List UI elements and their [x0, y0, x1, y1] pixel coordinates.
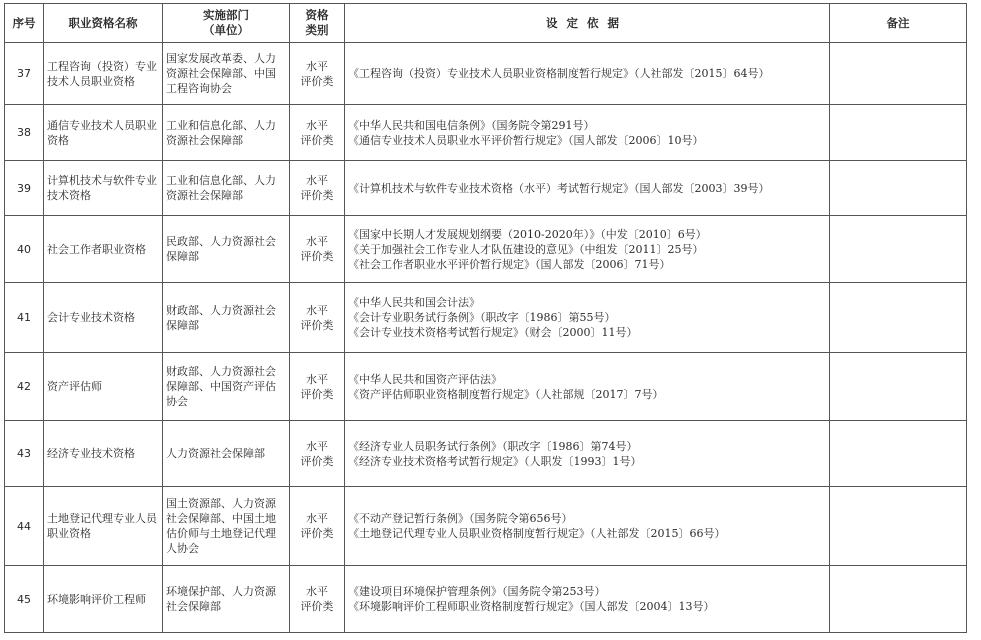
row-basis [345, 161, 830, 216]
row-seq: 37 [5, 43, 44, 105]
basis-line: 《会计专业职务试行条例》（职改字〔1986〕第55号） [348, 311, 616, 324]
row-cat-line1: 水平 [306, 585, 328, 598]
row-basis [345, 105, 830, 161]
table-row [5, 161, 967, 216]
row-dept: 人力资源社会保障部 [163, 421, 290, 487]
row-cat-line1: 水平 [306, 235, 328, 248]
table-row [5, 566, 967, 633]
row-basis [345, 283, 830, 353]
row-cat-line2: 评价类 [300, 454, 334, 468]
table-row [5, 43, 967, 105]
row-note [830, 353, 967, 421]
row-note [830, 216, 967, 283]
row-cat-line2: 评价类 [300, 318, 334, 332]
basis-line: 《土地登记代理专业人员职业资格制度暂行规定》（人社部发〔2015〕66号） [348, 527, 726, 540]
row-note [830, 105, 967, 161]
table-row [5, 105, 967, 161]
row-cat-line2: 评价类 [300, 600, 334, 613]
basis-line: 《工程咨询（投资）专业技术人员职业资格制度暂行规定》（人社部发〔2015〕64号） [348, 67, 770, 80]
row-dept: 国土资源部、人力资源社会保障部、中国土地估价师与土地登记代理人协会 [163, 487, 290, 566]
header-category [290, 4, 345, 43]
row-name: 经济专业技术资格 [44, 421, 163, 487]
row-dept: 民政部、人力资源社会保障部 [163, 216, 290, 283]
row-cat-line2: 评价类 [300, 189, 334, 202]
header-name: 职业资格名称 [44, 4, 163, 43]
row-note [830, 283, 967, 353]
row-cat-line1: 水平 [306, 372, 328, 386]
header-dept-line2: （单位） [203, 23, 249, 37]
row-cat-line1: 水平 [306, 512, 328, 525]
row-name: 环境影响评价工程师 [44, 566, 163, 633]
row-category [290, 43, 345, 105]
basis-line: 《计算机技术与软件专业技术资格（水平）考试暂行规定》（国人部发〔2003〕39号） [348, 181, 770, 195]
row-cat-line1: 水平 [306, 303, 328, 317]
qualification-table [4, 3, 967, 633]
table-row [5, 216, 967, 283]
basis-line: 《不动产登记暂行条例》（国务院令第656号） [348, 512, 573, 525]
row-note [830, 161, 967, 216]
basis-line: 《通信专业技术人员职业水平评价暂行规定》（国人部发〔2006〕10号） [348, 133, 704, 147]
row-cat-line1: 水平 [306, 59, 328, 73]
table-row [5, 487, 967, 566]
row-cat-line1: 水平 [306, 118, 328, 132]
row-name: 资产评估师 [44, 353, 163, 421]
row-seq: 39 [5, 161, 44, 216]
header-row [5, 4, 967, 43]
header-basis: 设定依据 [345, 4, 830, 43]
row-name: 通信专业技术人员职业资格 [44, 105, 163, 161]
row-note [830, 566, 967, 633]
row-category [290, 421, 345, 487]
row-category [290, 216, 345, 283]
header-dept-line1: 实施部门 [203, 8, 249, 22]
row-cat-line2: 评价类 [300, 74, 334, 88]
header-cat-line1: 资格 [305, 8, 329, 22]
basis-line: 《关于加强社会工作专业人才队伍建设的意见》（中组发〔2011〕25号） [348, 242, 704, 256]
row-cat-line2: 评价类 [300, 527, 334, 540]
table-row [5, 283, 967, 353]
row-seq: 42 [5, 353, 44, 421]
row-seq: 44 [5, 487, 44, 566]
row-cat-line2: 评价类 [300, 250, 334, 263]
row-basis [345, 353, 830, 421]
row-name: 社会工作者职业资格 [44, 216, 163, 283]
row-seq: 41 [5, 283, 44, 353]
header-note: 备注 [830, 4, 967, 43]
basis-line: 《中华人民共和国电信条例》（国务院令第291号） [348, 118, 595, 132]
row-note [830, 487, 967, 566]
basis-line: 《会计专业技术资格考试暂行规定》（财会〔2000〕11号） [348, 326, 638, 339]
row-basis [345, 421, 830, 487]
basis-line: 《建设项目环境保护管理条例》（国务院令第253号） [348, 585, 606, 598]
table-row [5, 353, 967, 421]
row-basis [345, 216, 830, 283]
row-seq: 40 [5, 216, 44, 283]
basis-line: 《中华人民共和国资产评估法》 [348, 372, 502, 386]
basis-line: 《经济专业技术资格考试暂行规定》（人职发〔1993〕1号） [348, 454, 642, 468]
basis-line: 《中华人民共和国会计法》 [348, 296, 480, 309]
row-seq: 45 [5, 566, 44, 633]
row-seq: 43 [5, 421, 44, 487]
row-dept: 工业和信息化部、人力资源社会保障部 [163, 161, 290, 216]
row-name: 土地登记代理专业人员职业资格 [44, 487, 163, 566]
row-cat-line2: 评价类 [300, 133, 334, 147]
row-category [290, 161, 345, 216]
row-cat-line2: 评价类 [300, 387, 334, 401]
header-cat-line2: 类别 [305, 23, 329, 37]
table-row [5, 421, 967, 487]
row-dept: 国家发展改革委、人力资源社会保障部、中国工程咨询协会 [163, 43, 290, 105]
row-category [290, 566, 345, 633]
row-dept: 财政部、人力资源社会保障部 [163, 283, 290, 353]
row-name: 会计专业技术资格 [44, 283, 163, 353]
row-dept: 环境保护部、人力资源社会保障部 [163, 566, 290, 633]
row-note [830, 421, 967, 487]
basis-line: 《国家中长期人才发展规划纲要（2010-2020年）》（中发〔2010〕6号） [348, 227, 707, 241]
basis-line: 《环境影响评价工程师职业资格制度暂行规定》（国人部发〔2004〕13号） [348, 600, 715, 613]
row-category [290, 105, 345, 161]
header-dept [163, 4, 290, 43]
row-dept: 工业和信息化部、人力资源社会保障部 [163, 105, 290, 161]
basis-line: 《社会工作者职业水平评价暂行规定》（国人部发〔2006〕71号） [348, 257, 671, 271]
row-category [290, 283, 345, 353]
row-category [290, 487, 345, 566]
row-cat-line1: 水平 [306, 174, 328, 187]
row-seq: 38 [5, 105, 44, 161]
row-category [290, 353, 345, 421]
row-name: 计算机技术与软件专业技术资格 [44, 161, 163, 216]
row-cat-line1: 水平 [306, 439, 328, 453]
row-basis [345, 566, 830, 633]
row-basis [345, 487, 830, 566]
row-note [830, 43, 967, 105]
header-seq: 序号 [5, 4, 44, 43]
basis-line: 《资产评估师职业资格制度暂行规定》（人社部规〔2017〕7号） [348, 387, 664, 401]
row-basis [345, 43, 830, 105]
basis-line: 《经济专业人员职务试行条例》（职改字〔1986〕第74号） [348, 439, 638, 453]
row-name: 工程咨询（投资）专业技术人员职业资格 [44, 43, 163, 105]
row-dept: 财政部、人力资源社会保障部、中国资产评估协会 [163, 353, 290, 421]
